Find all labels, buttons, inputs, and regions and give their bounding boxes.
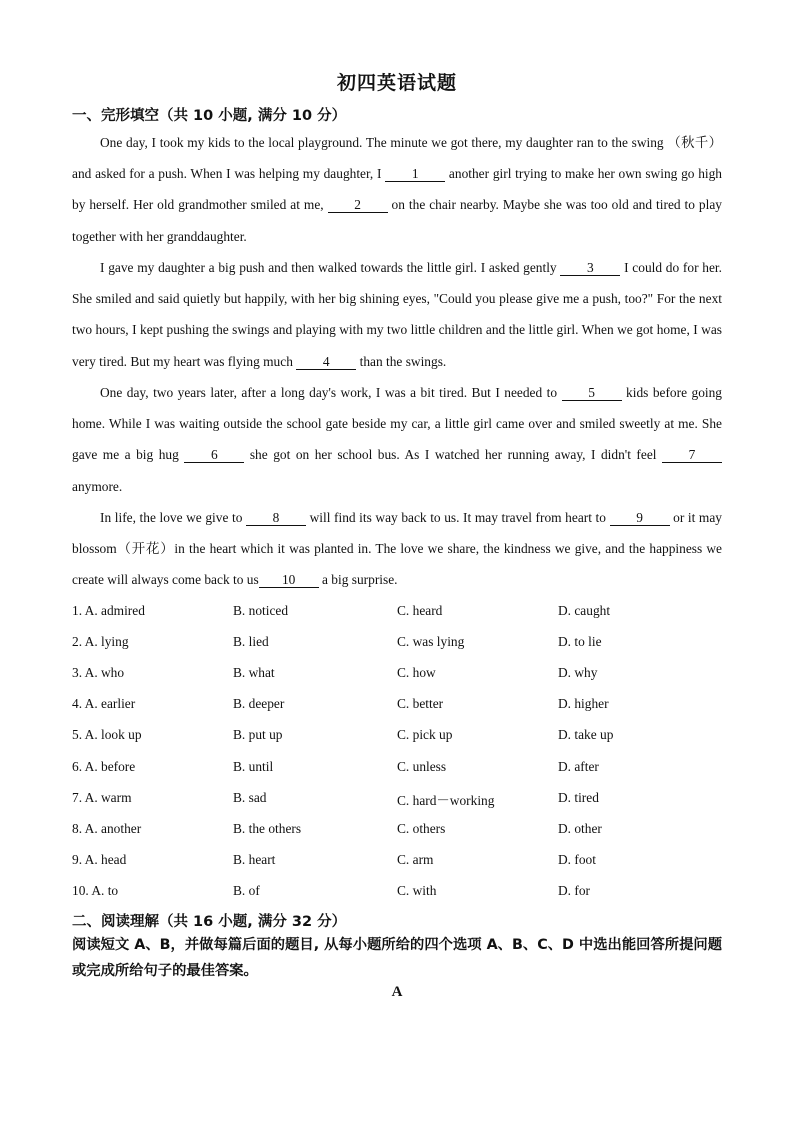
blank-7: 7: [662, 447, 722, 463]
option-c: C. others: [397, 821, 446, 836]
option-c: C. heard: [397, 603, 443, 618]
question-5: [72, 727, 752, 747]
option-a: 10. A. to: [72, 883, 119, 898]
option-a: 1. A. admired: [72, 603, 145, 618]
option-a: 2. A. lying: [72, 634, 129, 649]
question-1: [72, 603, 752, 623]
option-c: C. unless: [397, 759, 447, 774]
option-b: B. until: [233, 759, 274, 774]
question-7: [72, 790, 752, 810]
option-d: D. caught: [558, 603, 611, 618]
option-c: C. better: [397, 696, 444, 711]
blank-9: 9: [610, 510, 670, 526]
question-6: [72, 759, 752, 779]
question-10: [72, 883, 752, 903]
passage-paragraph-3: One day, two years later, after a long day's work, I was a bit tired. But I needed to 5 kids before going home. While I was waiting outside the school gate beside my car, a little girl came over and smiled sweetly at me. She gave me a big hug 6 she got on her school bus. As I watched her running away, I didn't feel 7 anymore.: [72, 385, 723, 494]
option-a: 8. A. another: [72, 821, 142, 836]
blank-1: 1: [385, 166, 445, 182]
option-b: B. noticed: [233, 603, 289, 618]
option-c: C. hard－working: [397, 793, 495, 808]
option-a: 9. A. head: [72, 852, 127, 867]
option-b: B. put up: [233, 727, 283, 742]
option-c: C. was lying: [397, 634, 465, 649]
option-d: D. tired: [558, 790, 599, 805]
passage-paragraph-1: One day, I took my kids to the local playground. The minute we got there, my daughter ran to the swing （秋千） and asked for a push. When I was helping my daughter, I 1 another girl trying to make her own swing go high by herself. Her old grandmother smiled at me, 2 on the chair nearby. Maybe she was too old and tired to play together with her granddaughter.: [72, 135, 722, 244]
option-a: 3. A. who: [72, 665, 125, 680]
option-b: B. heart: [233, 852, 276, 867]
question-3: [72, 665, 752, 685]
option-a: 7. A. warm: [72, 790, 132, 805]
option-b: B. of: [233, 883, 260, 898]
option-d: D. other: [558, 821, 602, 836]
blank-4: 4: [296, 354, 356, 370]
passage-paragraph-4: In life, the love we give to 8 will find its way back to us. It may travel from heart to 9 or it may blossom（开花）in the heart which it was planted in. The love we share, the kindness we give, and the happiness we create will always come back to us 10 a big surprise.: [72, 510, 722, 588]
option-d: D. after: [558, 759, 599, 774]
option-d: D. higher: [558, 696, 609, 711]
option-b: B. deeper: [233, 696, 285, 711]
passage-a-label: A: [391, 984, 403, 1000]
blank-6: 6: [184, 447, 244, 463]
blank-8: 8: [246, 510, 306, 526]
option-b: B. lied: [233, 634, 269, 649]
option-b: B. what: [233, 665, 275, 680]
question-4: [72, 696, 752, 716]
question-8: [72, 821, 752, 841]
option-c: C. how: [397, 665, 436, 680]
page-title: 初四英语试题: [336, 72, 457, 94]
option-a: 5. A. look up: [72, 727, 142, 742]
blank-5: 5: [562, 385, 622, 401]
section-2-instruction: 阅读短文 A、B，并做每篇后面的题目, 从每小题所给的四个选项 A、B、C、D 中选出能回答所提问题或完成所给句子的最佳答案。: [72, 937, 722, 979]
blank-2: 2: [328, 197, 388, 213]
option-c: C. arm: [397, 852, 434, 867]
blank-3: 3: [560, 260, 620, 276]
option-d: D. take up: [558, 727, 614, 742]
section-1-heading: 一、完形填空（共 10 小题, 满分 10 分）: [72, 108, 347, 124]
option-d: D. to lie: [558, 634, 602, 649]
option-c: C. pick up: [397, 727, 453, 742]
option-d: D. why: [558, 665, 598, 680]
option-a: 6. A. before: [72, 759, 136, 774]
section-2-heading: 二、阅读理解（共 16 小题, 满分 32 分）: [72, 914, 347, 930]
option-d: D. foot: [558, 852, 596, 867]
blank-10: 10: [259, 572, 319, 588]
question-2: [72, 634, 752, 654]
option-c: C. with: [397, 883, 437, 898]
option-d: D. for: [558, 883, 590, 898]
option-a: 4. A. earlier: [72, 696, 136, 711]
option-b: B. the others: [233, 821, 302, 836]
passage-paragraph-2: I gave my daughter a big push and then walked towards the little girl. I asked gently 3 I could do for her. She smiled and said quietly but happily, with her big shining eyes, "Could you please give me a push, too?" For the next two hours, I kept pushing the swings and playing with my two little children and the little girl. When we got home, I was very tired. But my heart was flying much 4 than the swings.: [72, 260, 722, 369]
question-9: [72, 852, 752, 872]
option-b: B. sad: [233, 790, 267, 805]
